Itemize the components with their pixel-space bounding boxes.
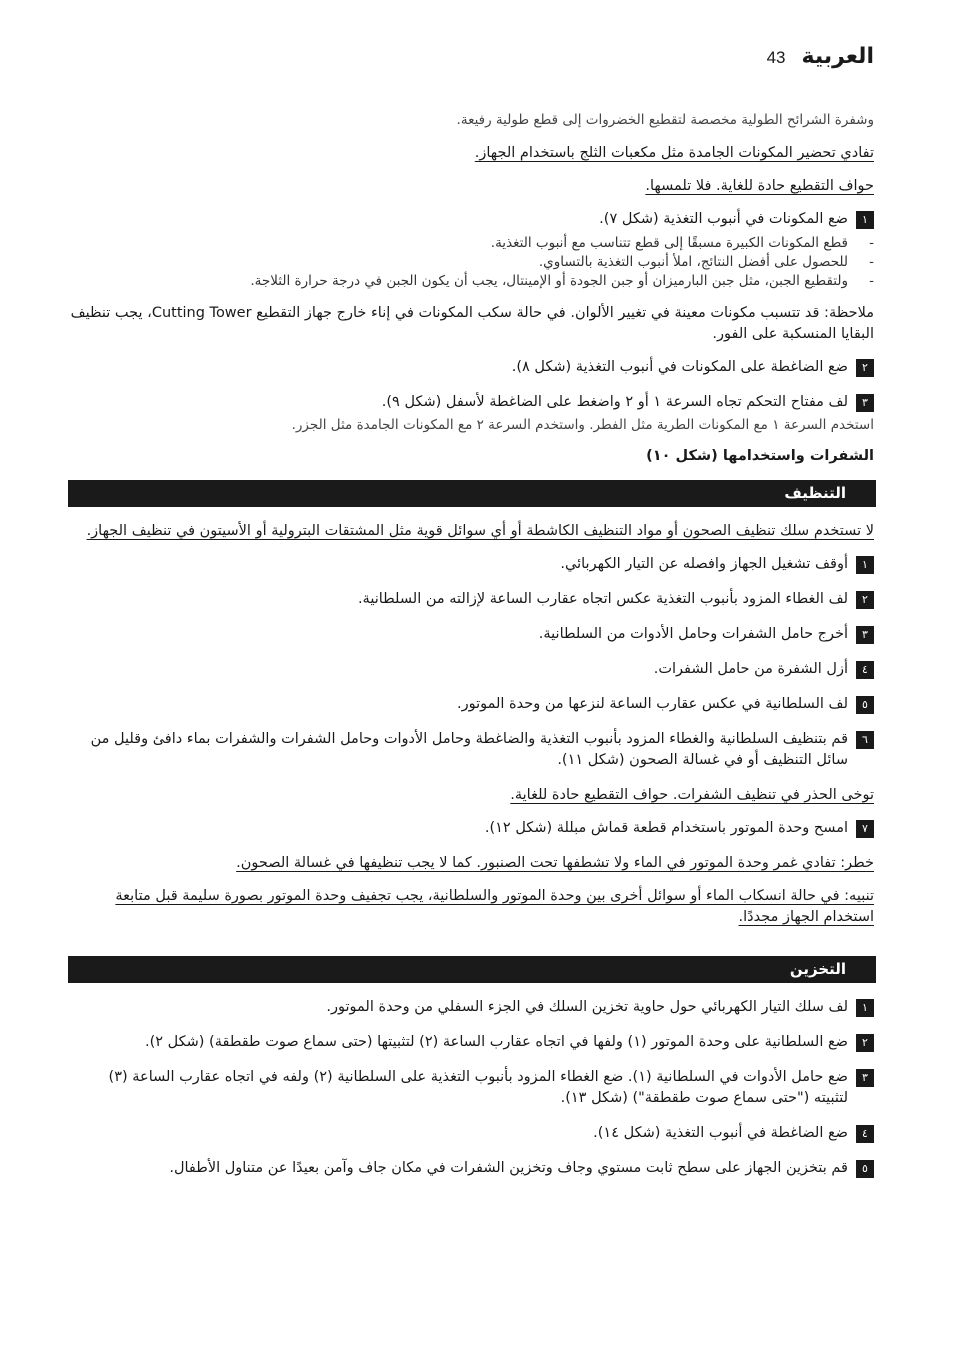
step-text: أوقف تشغيل الجهاز وافصله عن التيار الكهربائي. (560, 556, 848, 572)
step-text: أزل الشفرة من حامل الشفرات. (653, 661, 848, 677)
step-text: قم بتنظيف السلطانية والغطاء المزود بأنبوب التغذية والضاغطة وحامل الأدوات وحامل الشفرات والشفرات بماء دافئ وقليل من سائل التنظيف أو في غسالة الصحون (شكل ١١). (90, 731, 848, 768)
step-number: ٤ (856, 1125, 874, 1143)
cleaning-step-5 (70, 694, 874, 715)
storage-step-1 (70, 997, 874, 1018)
cleaning-step-1 (70, 554, 874, 575)
list-item: - ولتقطيع الجبن، مثل جبن البارميزان أو جبن الجودة أو الإمينتال، يجب أن يكون الجبن في درجة حرارة الثلاجة. (70, 272, 874, 291)
frozen-ingredients-warning: تفادي تحضير المكونات الجامدة مثل مكعبات الثلج باستخدام الجهاز. (474, 145, 874, 161)
step-number: ٦ (856, 731, 874, 749)
step-number: ١ (856, 211, 874, 229)
speed-note: استخدم السرعة ١ مع المكونات الطرية مثل الفطر. واستخدم السرعة ٢ مع المكونات الجامدة مثل الجزر. (291, 417, 874, 433)
cleaning-section-title: التنظيف (68, 480, 876, 507)
usage-tips-list (70, 234, 874, 291)
cleaning-step-2 (70, 589, 874, 610)
step-text: ضع الضاغطة على المكونات في أنبوب التغذية (شكل ٨). (511, 359, 848, 375)
step-number: ٣ (856, 1069, 874, 1087)
step-text: ضع حامل الأدوات في السلطانية (١). ضع الغطاء المزود بأنبوب التغذية على السلطانية (٢) ولفه في اتجاه عقارب الساعة (٣) لتثبيته ("حتى سماع صوت طقطقة") (شكل ١٣). (108, 1069, 848, 1106)
motor-dry-caution: تنبيه: في حالة انسكاب الماء أو سوائل أخرى بين وحدة الموتور والسلطانية، يجب تجفيف وحدة الموتور بصورة سليمة قبل متابعة استخدام الجهاز مجددًا. (115, 888, 874, 925)
step-number: ٥ (856, 696, 874, 714)
usage-step-1 (70, 209, 874, 230)
step-text: أخرج حامل الشفرات وحامل الأدوات من السلطانية. (538, 626, 848, 642)
cleaning-step-7 (70, 818, 874, 839)
step-text: لف السلطانية في عكس عقارب الساعة لنزعها من وحدة الموتور. (456, 696, 848, 712)
usage-step-3 (70, 392, 874, 413)
step-number: ٢ (856, 1034, 874, 1052)
page-number: 43 (766, 48, 786, 67)
cleaning-step-4 (70, 659, 874, 680)
step-number: ٢ (856, 359, 874, 377)
step-number: ٥ (856, 1160, 874, 1178)
step-number: ٣ (856, 626, 874, 644)
step-number: ٣ (856, 394, 874, 412)
step-text: لف الغطاء المزود بأنبوب التغذية عكس اتجاه عقارب الساعة لإزالته من السلطانية. (357, 591, 848, 607)
page-title: العربية (801, 44, 874, 69)
blade-caution: توخى الحذر في تنظيف الشفرات. حواف التقطيع حادة للغاية. (510, 787, 874, 803)
discoloration-note: ملاحظة: قد تتسبب مكونات معينة في تغيير الألوان. في حالة سكب المكونات في إناء خارج جهاز التقطيع Cutting Tower، يجب تنظيف البقايا المنسكبة على الفور. (70, 305, 874, 342)
step-number: ٧ (856, 820, 874, 838)
storage-section-title: التخزين (68, 956, 876, 983)
step-text: قم بتخزين الجهاز على سطح ثابت مستوي وجاف وتخزين الشفرات في مكان جاف وآمن بعيدًا عن متناول الأطفال. (169, 1160, 848, 1176)
cleaning-agents-warning: لا تستخدم سلك تنظيف الصحون أو مواد التنظيف الكاشطة أو أي سوائل قوية مثل المشتقات البترولية أو الأسيتون في تنظيف الجهاز. (86, 523, 874, 539)
page-header (767, 44, 874, 69)
storage-step-5 (70, 1158, 874, 1179)
step-text: لف مفتاح التحكم تجاه السرعة ١ أو ٢ واضغط على الضاغطة لأسفل (شكل ٩). (381, 394, 848, 410)
step-text: ضع الضاغطة في أنبوب التغذية (شكل ١٤). (593, 1125, 848, 1141)
step-number: ١ (856, 999, 874, 1017)
step-text: ضع السلطانية على وحدة الموتور (١) ولفها في اتجاه عقارب الساعة (٢) لتثبيتها (حتى سماع صوت طقطقة) (شكل ٢). (144, 1034, 848, 1050)
page-content (70, 110, 874, 1193)
step-number: ١ (856, 556, 874, 574)
step-text: امسح وحدة الموتور باستخدام قطعة قماش مبللة (شكل ١٢). (484, 820, 848, 836)
step-text: لف سلك التيار الكهربائي حول حاوية تخزين السلك في الجزء السفلي من وحدة الموتور. (326, 999, 848, 1015)
storage-step-2 (70, 1032, 874, 1053)
list-item: - للحصول على أفضل النتائج، املأ أنبوب التغذية بالتساوي. (70, 253, 874, 272)
cleaning-step-3 (70, 624, 874, 645)
storage-step-4 (70, 1123, 874, 1144)
step-text: ضع المكونات في أنبوب التغذية (شكل ٧). (599, 211, 848, 227)
storage-step-3 (70, 1067, 874, 1109)
sharp-edges-warning: حواف التقطيع حادة للغاية. فلا تلمسها. (645, 178, 874, 194)
cleaning-step-6 (70, 729, 874, 771)
list-item: - قطع المكونات الكبيرة مسبقًا إلى قطع تتناسب مع أنبوب التغذية. (70, 234, 874, 253)
step-number: ٤ (856, 661, 874, 679)
slicing-disc-description: وشفرة الشرائح الطولية مخصصة لتقطيع الخضروات إلى قطع طولية رفيعة. (456, 112, 874, 128)
motor-immersion-danger: خطر: تفادي غمر وحدة الموتور في الماء ولا تشطفها تحت الصنبور. كما لا يجب تنظيفها في غسالة الصحون. (236, 855, 874, 871)
step-number: ٢ (856, 591, 874, 609)
discs-heading: الشفرات واستخدامها (شكل ١٠) (646, 448, 874, 464)
usage-step-2 (70, 357, 874, 378)
